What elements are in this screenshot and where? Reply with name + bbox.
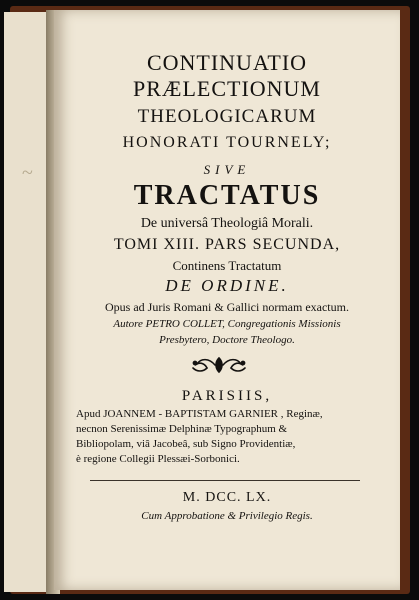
place-of-publication: PARISIIS, bbox=[181, 388, 273, 404]
publication-year: M. DCC. LX. bbox=[182, 490, 272, 505]
editor-title-line: Presbytero, Doctore Theologo. bbox=[159, 334, 295, 346]
subject-line: De universâ Theologiâ Morali. bbox=[140, 216, 314, 231]
divider-rule bbox=[90, 480, 360, 481]
sive-line: SIVE bbox=[203, 162, 251, 177]
editor-line: Autore PETRO COLLET, Congregationis Missionis bbox=[113, 318, 341, 330]
printers-ornament-icon bbox=[189, 354, 249, 376]
tractatus-heading: TRACTATUS bbox=[133, 180, 321, 211]
imprint-line-3: Bibliopolam, viâ Jacobeâ, sub Signo Providentiæ, bbox=[76, 438, 296, 450]
title-page bbox=[54, 10, 400, 590]
treatise-title: DE ORDINE. bbox=[165, 276, 289, 295]
show-through-ink-mark: ~ bbox=[22, 162, 34, 184]
opus-line: Opus ad Juris Romani & Gallici normam exactum. bbox=[105, 300, 349, 314]
title-line-2: PRÆLECTIONUM bbox=[132, 76, 321, 101]
contents-line: Continens Tractatum bbox=[172, 258, 282, 273]
title-line-3: THEOLOGICARUM bbox=[137, 106, 317, 127]
imprint-line-2: necnon Serenissimæ Delphinæ Typographum & bbox=[76, 423, 288, 435]
privilege-line: Cum Approbatione & Privilegio Regis. bbox=[141, 510, 313, 522]
volume-line: TOMI XIII. PARS SECUNDA, bbox=[113, 236, 341, 253]
author-line: HONORATI TOURNELY; bbox=[122, 134, 332, 151]
title-line-1: CONTINUATIO bbox=[146, 50, 308, 75]
imprint-line-1: Apud JOANNEM - BAPTISTAM GARNIER , Reginæ, bbox=[76, 408, 323, 420]
imprint-line-4: è regione Collegii Plessæi-Sorbonici. bbox=[76, 453, 240, 465]
